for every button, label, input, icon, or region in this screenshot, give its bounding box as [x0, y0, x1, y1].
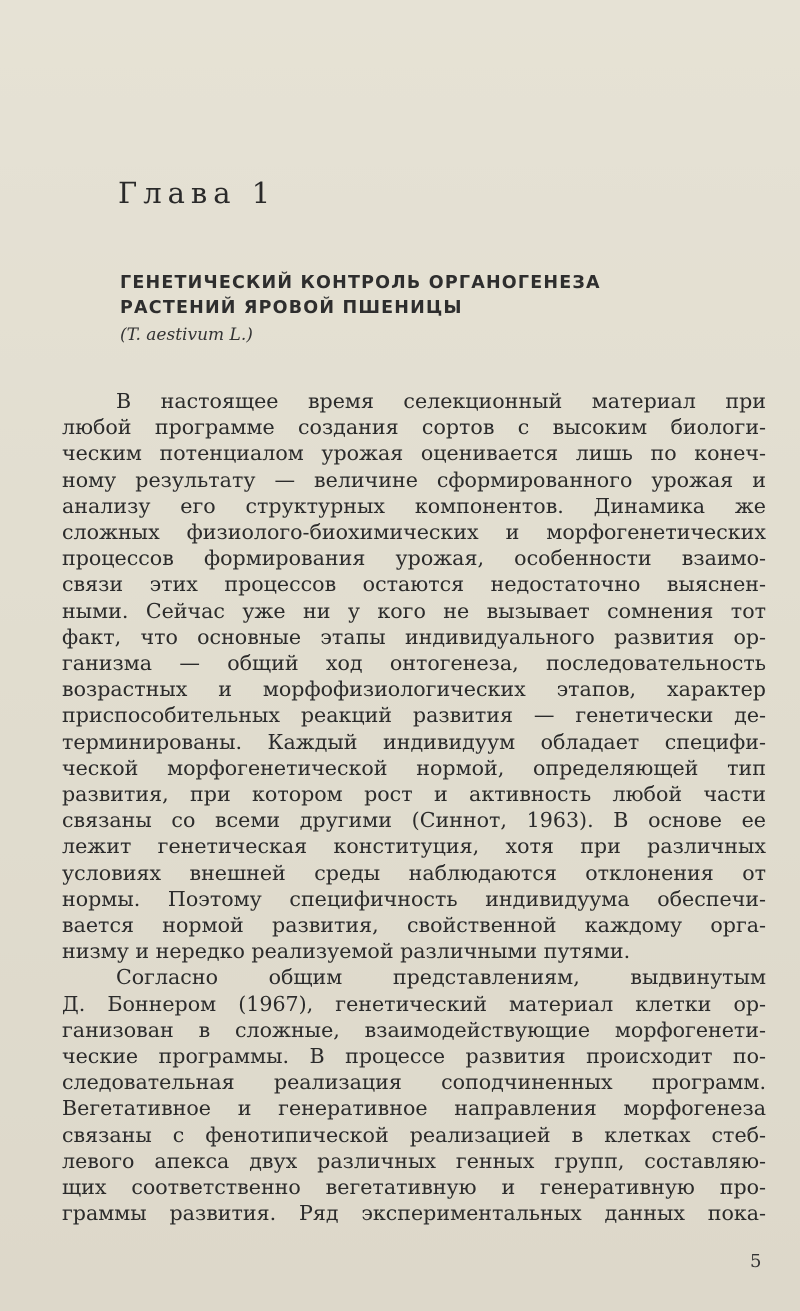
text-line: факт, что основные этапы индивидуального развития ор-: [62, 624, 766, 649]
text-line: Согласно общим представлениям, выдвинутым: [116, 965, 766, 990]
text-line: В настоящее время селекционный материал при: [116, 389, 766, 413]
species-name: (T. aestivum L.): [120, 325, 253, 345]
text-line: следовательная реализация соподчиненных программ.: [62, 1070, 766, 1095]
chapter-label: Глава 1: [118, 176, 277, 210]
text-line: связаны со всеми другими (Синнот, 1963). В основе ее: [62, 808, 766, 833]
text-line: процессов формирования урожая, особенности взаимо-: [62, 546, 766, 571]
chapter-title-line: ГЕНЕТИЧЕСКИЙ КОНТРОЛЬ ОРГАНОГЕНЕЗА: [120, 273, 601, 293]
text-line: терминированы. Каждый индивидуум обладает специфи-: [62, 729, 766, 754]
text-line: ческие программы. В процессе развития происходит по-: [62, 1044, 766, 1069]
body-text: [62, 388, 766, 1227]
text-line: ческой морфогенетической нормой, определяющей тип: [62, 755, 766, 780]
text-line: возрастных и морфофизиологических этапов, характер: [62, 677, 766, 702]
page-number: 5: [750, 1251, 762, 1272]
text-line: условиях внешней среды наблюдаются отклонения от: [62, 860, 766, 885]
text-line: сложных физиолого-биохимических и морфогенетических: [62, 520, 766, 545]
chapter-title: [120, 271, 680, 321]
text-line: Д. Боннером (1967), генетический материал клетки ор-: [62, 991, 766, 1016]
text-line: ными. Сейчас уже ни у кого не вызывает сомнения тот: [62, 598, 766, 623]
text-line: нормы. Поэтому специфичность индивидуума обеспечи-: [62, 886, 766, 911]
text-line: ганизма — общий ход онтогенеза, последовательность: [62, 651, 766, 676]
text-line: низму и нередко реализуемой различными путями.: [62, 939, 631, 964]
text-line: ганизован в сложные, взаимодействующие морфогенети-: [62, 1017, 766, 1042]
text-line: вается нормой развития, свойственной каждому орга-: [62, 913, 766, 938]
text-line: левого апекса двух различных генных групп, составляю-: [62, 1148, 766, 1173]
text-line: связи этих процессов остаются недостаточно выяснен-: [62, 572, 766, 597]
chapter-title-line: РАСТЕНИЙ ЯРОВОЙ ПШЕНИЦЫ: [120, 298, 463, 318]
text-line: связаны с фенотипической реализацией в клетках стеб-: [62, 1122, 766, 1147]
text-line: граммы развития. Ряд экспериментальных данных пока-: [62, 1201, 766, 1226]
text-line: Вегетативное и генеративное направления морфогенеза: [62, 1096, 766, 1121]
text-line: щих соответственно вегетативную и генеративную про-: [62, 1175, 766, 1200]
text-line: любой программе создания сортов с высоким биологи-: [62, 415, 766, 440]
text-line: ному результату — величине сформированного урожая и: [62, 467, 766, 492]
text-line: анализу его структурных компонентов. Динамика же: [62, 493, 766, 518]
text-line: развития, при котором рост и активность любой части: [62, 782, 766, 807]
text-line: приспособительных реакций развития — генетически де-: [62, 703, 766, 728]
text-line: ческим потенциалом урожая оценивается лишь по конеч-: [62, 441, 766, 466]
text-line: лежит генетическая конституция, хотя при различных: [62, 834, 766, 859]
